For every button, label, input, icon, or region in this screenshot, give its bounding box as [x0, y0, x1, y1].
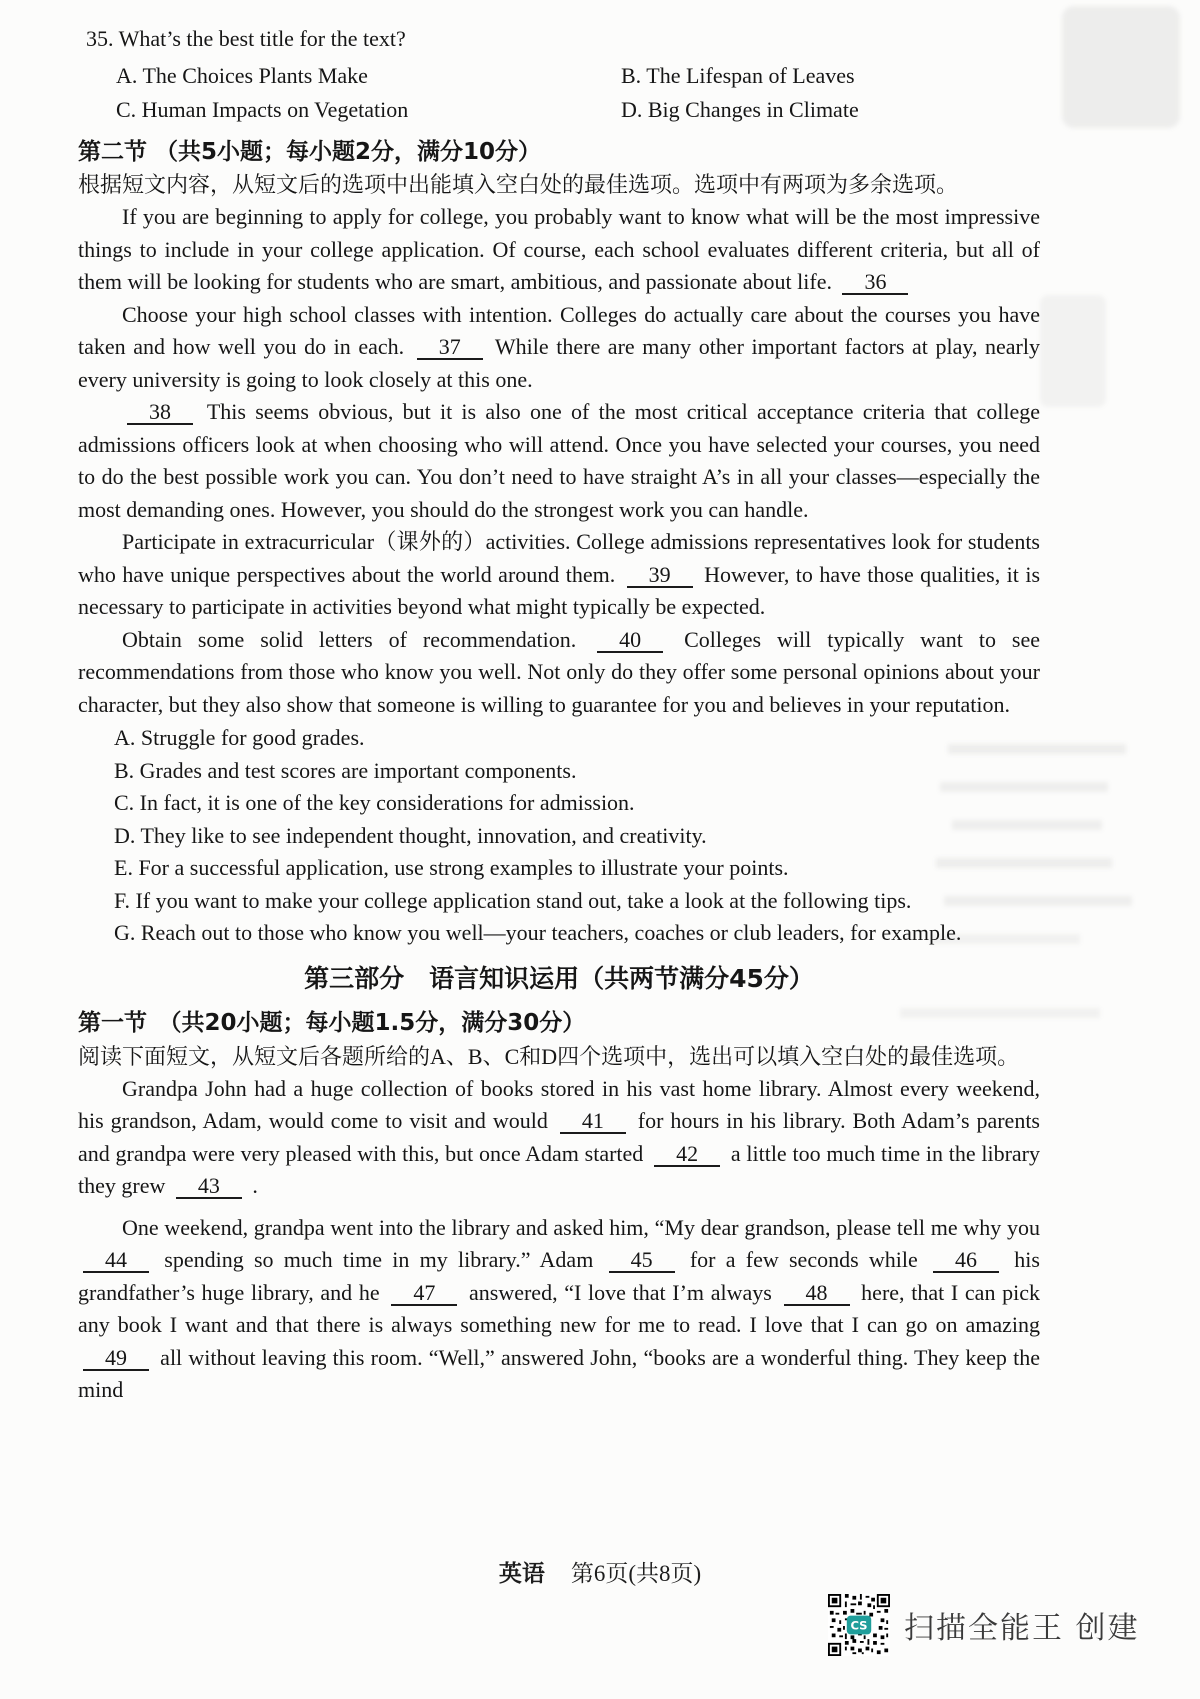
option-a: A. The Choices Plants Make — [116, 63, 368, 88]
blank-41: 41 — [560, 1109, 626, 1134]
question-35-stem: 35. What’s the best title for the text? — [86, 26, 406, 51]
choice-c: C. In fact, it is one of the key considerations for admission. — [114, 790, 635, 815]
blank-42: 42 — [654, 1142, 720, 1167]
blank-46: 46 — [933, 1248, 999, 1273]
scanner-watermark — [828, 1594, 1140, 1656]
part-3-instructions: 阅读下面短文，从短文后各题所给的A、B、C和D四个选项中，选出可以填入空白处的最佳选项。 — [78, 1043, 1020, 1069]
passage-paragraph-3: 38 This seems obvious, but it is also one of the most critical acceptance criteria that college admissions officers look at when choosing who will attend. Once you have selected your courses, you need to do the best possible work you can. You don’t need to have straight A’s in all your classes—especially the most demanding ones. However, you should do the strongest work you can handle. — [78, 399, 1040, 522]
choice-a: A. Struggle for good grades. — [114, 725, 365, 750]
choice-e: E. For a successful application, use strong examples to illustrate your points. — [114, 855, 789, 880]
blank-36: 36 — [842, 270, 908, 295]
qr-center-label: CS — [850, 1618, 868, 1633]
qr-code-icon — [828, 1594, 890, 1656]
blank-39: 39 — [627, 563, 693, 588]
choice-d: D. They like to see independent thought, innovation, and creativity. — [114, 822, 707, 848]
blank-37: 37 — [417, 335, 483, 360]
blank-48: 48 — [784, 1281, 850, 1306]
part-3-section-1-heading: 第一节 （共20小题；每小题1.5分，满分30分） — [78, 1009, 586, 1036]
blank-49: 49 — [83, 1346, 149, 1371]
question-35-options — [116, 60, 1040, 126]
section-2-instructions: 根据短文内容，从短文后的选项中出能填入空白处的最佳选项。选项中有两项为多余选项。 — [78, 172, 959, 197]
page-content — [78, 24, 1040, 1407]
choice-b: B. Grades and test scores are important components. — [114, 757, 577, 783]
footer-page-number: 第6页(共8页) — [570, 1561, 702, 1586]
part-3-heading: 第三部分 语言知识运用（共两节满分45分） — [304, 963, 814, 993]
passage-paragraph-5: Obtain some solid letters of recommendation. 40 Colleges will typically want to see recommendations from those who know you well. Not only do they offer some personal opinions about your character, but they also show that someone is willing to guarantee for you and believes in your reputation. — [78, 626, 1040, 717]
option-b: B. The Lifespan of Leaves — [621, 63, 855, 88]
blank-40: 40 — [597, 628, 663, 653]
page-footer — [0, 1555, 1200, 1588]
choice-f: F. If you want to make your college application stand out, take a look at the following tips. — [114, 887, 912, 913]
footer-subject: 英语 — [498, 1561, 545, 1587]
blank-44: 44 — [83, 1248, 149, 1273]
blank-47: 47 — [391, 1281, 457, 1306]
cloze-paragraph-1: Grandpa John had a huge collection of books stored in his vast home library. Almost every weekend, his grandson, Adam, would come to visit and would 41 for hours in his library. Both Adam’s parents and grandpa were very pleased with this, but once Adam started 42 a little too much time in the library they grew 43 . — [78, 1075, 1041, 1198]
blank-43: 43 — [176, 1174, 242, 1199]
choice-g: G. Reach out to those who know you well—your teachers, coaches or club leaders, for example. — [114, 920, 962, 945]
blank-38: 38 — [127, 400, 193, 425]
scan-artifact — [1062, 6, 1180, 128]
passage-paragraph-1: If you are beginning to apply for college, you probably want to know what will be the most impressive things to include in your college application. Of course, each school evaluates different criteria, but all of them will be looking for students who are smart, ambitious, and passionate about life. 36 — [78, 204, 1040, 294]
section-2-choices — [78, 722, 1040, 950]
cloze-paragraph-2: One weekend, grandpa went into the library and asked him, “My dear grandson, please tell me why you 44 spending so much time in my library.” Adam 45 for a few seconds while 46 his grandfather’s huge library, and he 47 answered, “I love that I’m always 48 here, that I can pick any book I want and that there is always something new for me to read. I love that I can go on amazing 49 all without leaving this room. “Well,” answered John, “books are a wonderful thing. They keep the mind — [78, 1214, 1041, 1402]
blank-45: 45 — [609, 1248, 675, 1273]
passage-paragraph-2: Choose your high school classes with intention. Colleges do actually care about the courses you have taken and how well you do in each. 37 While there are many other important factors at play, nearly every university is going to look closely at this one. — [78, 301, 1040, 392]
question-35 — [78, 24, 1040, 126]
passage-paragraph-4: Participate in extracurricular（课外的）activities. College admissions representatives look for students who have unique perspectives about the world around them. 39 However, to have those qualities, it is necessary to participate in activities beyond what might typically be expected. — [78, 529, 1041, 619]
option-d: D. Big Changes in Climate — [621, 97, 859, 122]
scan-artifact — [1040, 295, 1106, 407]
section-2-heading: 第二节 （共5小题；每小题2分，满分10分） — [78, 139, 542, 165]
option-c: C. Human Impacts on Vegetation — [116, 97, 409, 122]
scanner-watermark-text: 扫描全能王 创建 — [904, 1611, 1140, 1646]
